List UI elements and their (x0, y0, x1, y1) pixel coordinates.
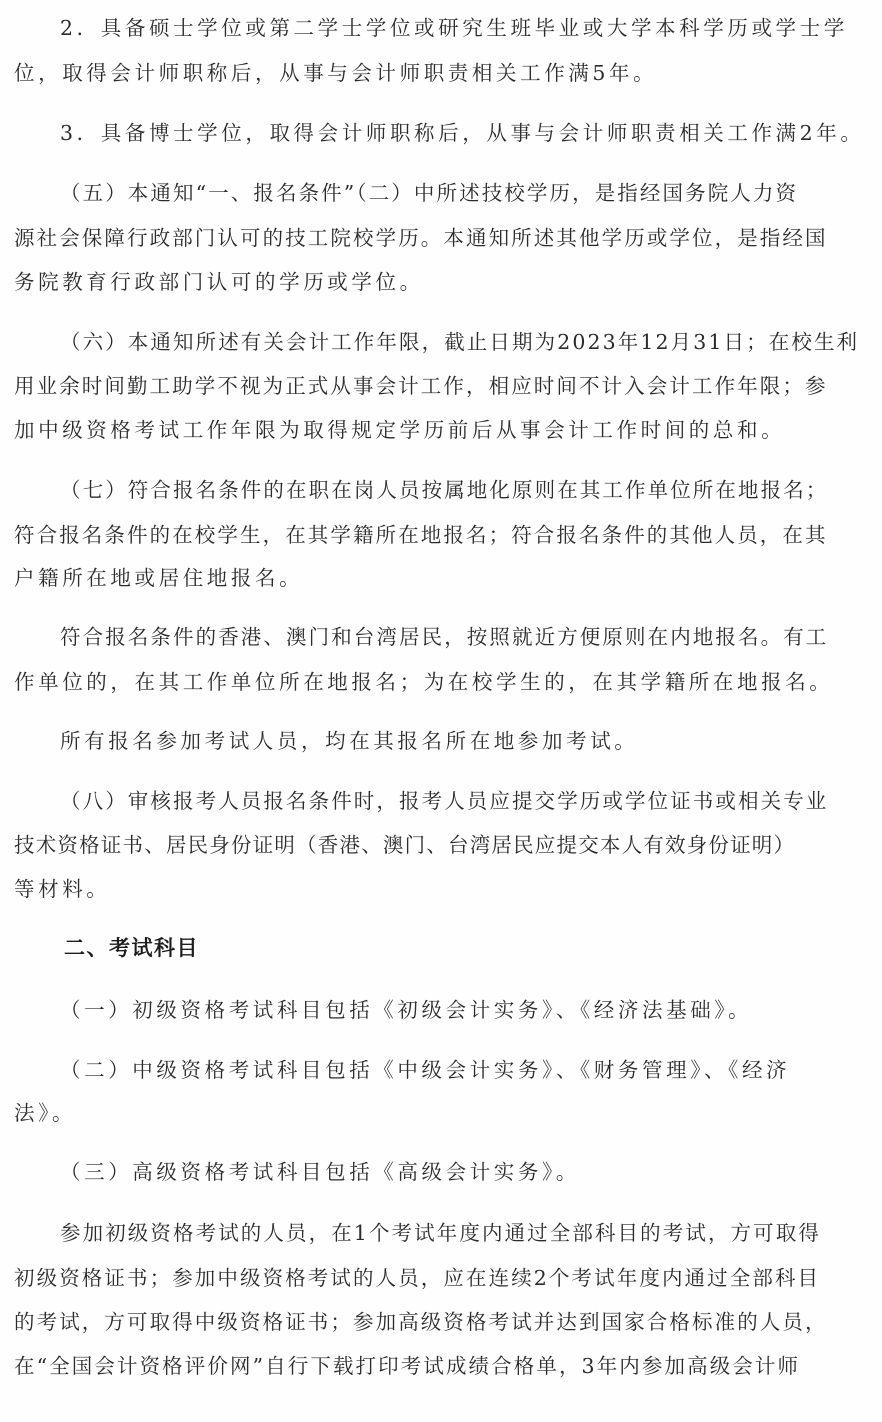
paragraph-line: 技术资格证书、居民身份证明（香港、澳门、台湾居民应提交本人有效身份证明） (14, 833, 796, 857)
paragraph-line: （六）本通知所述有关会计工作年限，截止日期为2023年12月31日；在校生利 (60, 330, 860, 354)
paragraph-line: 户籍所在地或居住地报名。 (14, 566, 304, 590)
paragraph-line: 法》。 (14, 1101, 77, 1125)
paragraph-line: 在“全国会计资格评价网”自行下载打印考试成绩合格单，3年内参加高级会计师 (14, 1354, 801, 1378)
paragraph-line: 符合报名条件的香港、澳门和台湾居民，按照就近方便原则在内地报名。有工 (60, 625, 829, 649)
paragraph-line: （七）符合报名条件的在职在岗人员按属地化原则在其工作单位所在地报名； (60, 478, 829, 502)
paragraph-line: 2．具备硕士学位或第二学士学位或研究生班毕业或大学本科学历或学士学 (60, 16, 848, 40)
paragraph-line: （一）初级资格考试科目包括《初级会计实务》、《经济法基础》。 (60, 998, 753, 1022)
paragraph-line: 参加初级资格考试的人员，在1个考试年度内通过全部科目的考试，方可取得 (60, 1221, 821, 1245)
paragraph-line: 位，取得会计师职称后，从事与会计师职责相关工作满5年。 (14, 61, 658, 85)
paragraph-line: 作单位的，在其工作单位所在地报名；为在校学生的，在其学籍所在地报名。 (14, 670, 834, 694)
paragraph-line: 初级资格证书；参加中级资格考试的人员，应在连续2个考试年度内通过全部科目 (14, 1266, 821, 1290)
paragraph-line: 用业余时间勤工助学不视为正式从事会计工作，相应时间不计入会计工作年限；参 (14, 374, 828, 398)
paragraph-line: 3．具备博士学位，取得会计师职称后，从事与会计师职责相关工作满2年。 (60, 121, 865, 145)
paragraph-line: 加中级资格考试工作年限为取得规定学历前后从事会计工作时间的总和。 (14, 418, 786, 442)
paragraph-line: 等材料。 (14, 877, 111, 901)
paragraph-line: 的考试，方可取得中级资格证书；参加高级资格考试并达到国家合格标准的人员， (14, 1310, 828, 1334)
paragraph-line: （二）中级资格考试科目包括《中级会计实务》、《财务管理》、《经济 (60, 1058, 791, 1082)
paragraph-line: 所有报名参加考试人员，均在其报名所在地参加考试。 (60, 729, 639, 753)
paragraph-line: 符合报名条件的在校学生，在其学籍所在地报名；符合报名条件的其他人员，在其 (14, 523, 828, 547)
paragraph-line: （五）本通知“一、报名条件”（二）中所述技校学历，是指经国务院人力资 (60, 181, 799, 205)
paragraph-line: 源社会保障行政部门认可的技工院校学历。本通知所述其他学历或学位，是指经国 (14, 226, 828, 250)
paragraph-line: 务院教育行政部门认可的学历或学位。 (14, 270, 424, 294)
paragraph-line: （八）审核报考人员报名条件时，报考人员应提交学历或学位证书或相关专业 (60, 789, 829, 813)
section-heading: 二、考试科目 (64, 936, 199, 960)
paragraph-line: （三）高级资格考试科目包括《高级会计实务》。 (60, 1160, 580, 1184)
